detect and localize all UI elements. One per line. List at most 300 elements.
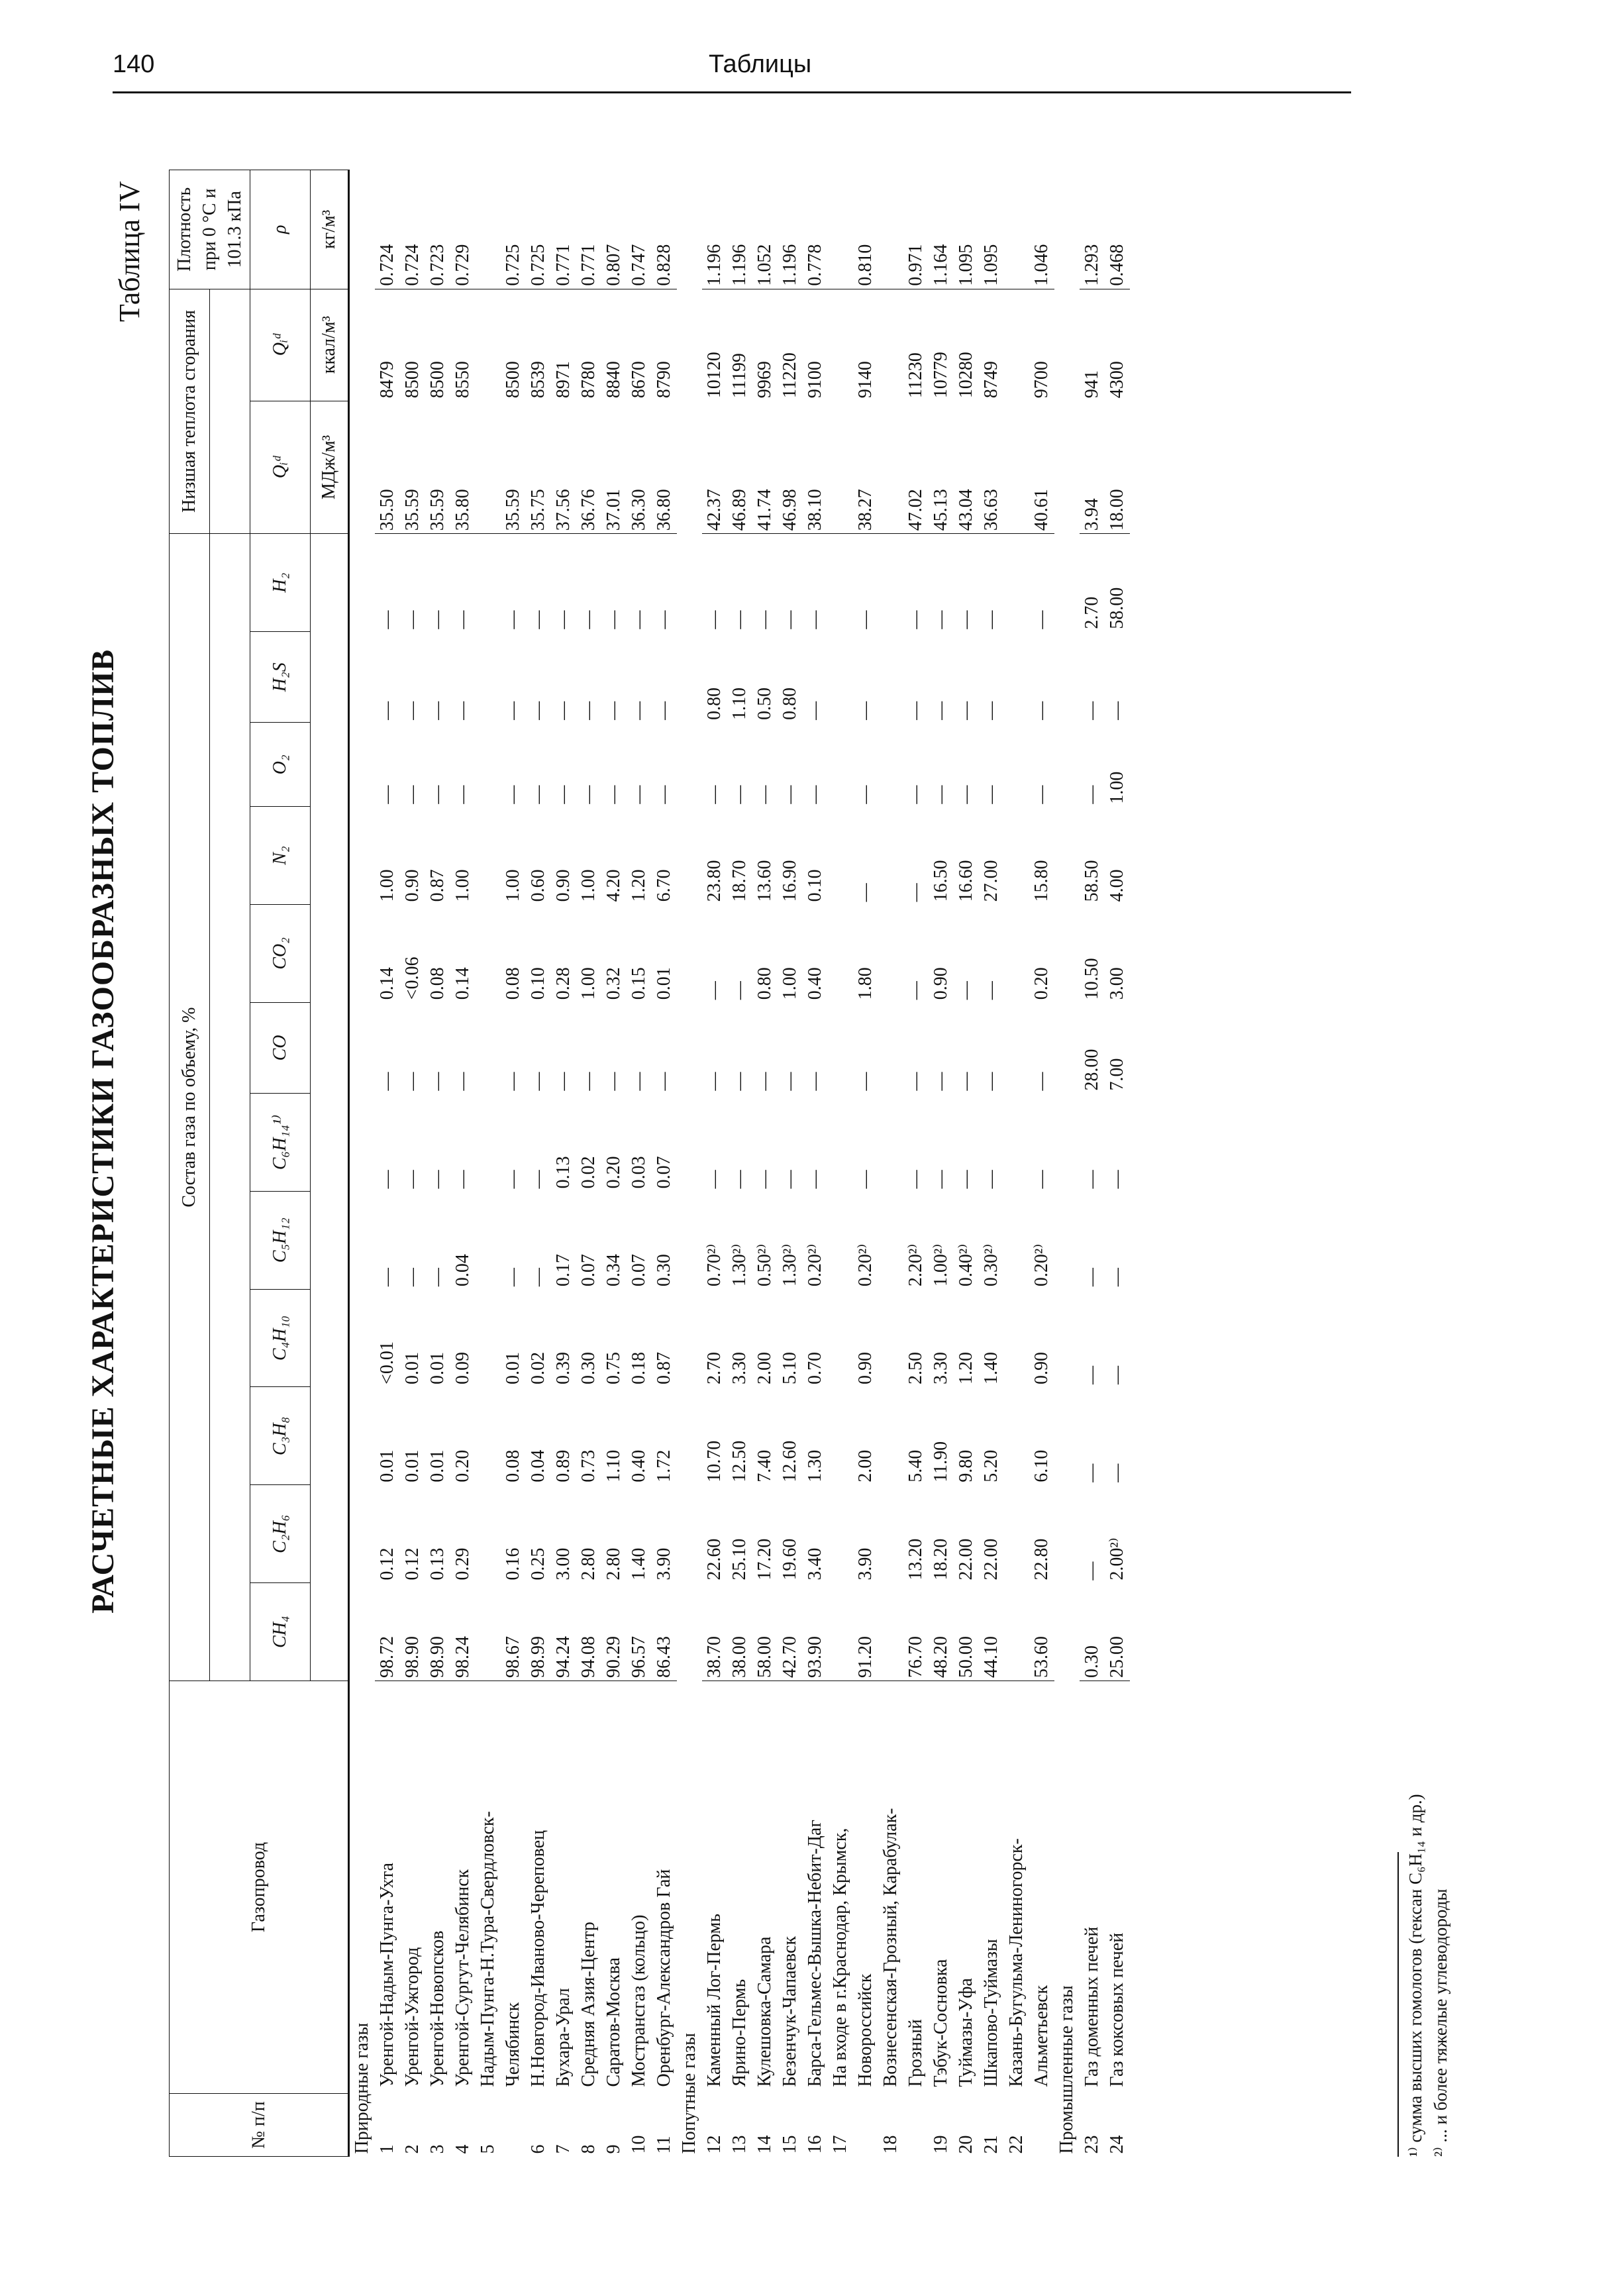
cell-value: 1.196	[727, 170, 752, 289]
cell-value	[476, 170, 501, 289]
table-row	[551, 170, 576, 2157]
cell-value	[476, 401, 501, 534]
cell-value: —	[553, 1072, 574, 1091]
cell-value: —	[1082, 1268, 1102, 1287]
pipeline-name: Кулешовка-Самара	[754, 1936, 775, 2087]
cell-value: 0.18	[629, 1351, 649, 1384]
cell-value	[828, 1002, 853, 1093]
pipeline-name: Безенчук-Чапаевск	[780, 1936, 800, 2087]
table-row	[576, 170, 601, 2157]
cell-value: 58.00	[752, 1583, 778, 1681]
row-number: 7	[553, 2144, 574, 2154]
cell-value: 1.40	[981, 1351, 1001, 1384]
cell-value: 5.10	[780, 1351, 800, 1384]
cell-value: 41.74	[752, 401, 778, 534]
group-row	[349, 170, 376, 2157]
cell-value: 0.971	[903, 170, 929, 289]
cell-value: —	[603, 610, 624, 629]
cell-value: 22.60	[704, 1538, 725, 1580]
col-header-n2: N₂	[250, 807, 311, 905]
cell-value: <0.06	[402, 957, 423, 1000]
col-header-co2: CO₂	[250, 904, 311, 1002]
pipeline-name: Тэбук-Сосновка	[931, 1959, 951, 2087]
col-header-h2: H₂	[250, 534, 311, 632]
cell-value: —	[981, 785, 1001, 804]
cell-value: —	[629, 1072, 649, 1091]
cell-value: —	[805, 1170, 825, 1189]
cell-value: —	[956, 610, 976, 629]
group-filler	[1054, 170, 1080, 1681]
cell-value	[828, 1191, 853, 1289]
cell-value: 50.00	[954, 1583, 979, 1681]
cell-value: 13.20	[905, 1538, 926, 1580]
cell-value: 0.90	[1031, 1351, 1052, 1384]
cell-value: 3.00	[553, 1547, 574, 1580]
pipeline-name: Альметьевск	[1031, 1985, 1052, 2087]
cell-value: —	[603, 785, 624, 804]
cell-value: —	[1082, 1561, 1102, 1580]
col-header-h2s: H₂S	[250, 632, 311, 723]
cell-value: 0.02	[578, 1156, 599, 1189]
cell-value: —	[780, 785, 800, 804]
cell-value: 86.43	[652, 1583, 677, 1681]
cell-value: 0.468	[1105, 170, 1130, 289]
cell-value: 8500	[503, 361, 523, 399]
cell-value: 18.00	[1105, 401, 1130, 534]
cell-value: —	[956, 981, 976, 1000]
cell-value: —	[578, 785, 599, 804]
cell-value: 22.00	[981, 1538, 1001, 1580]
cell-value: 1.00	[578, 869, 599, 902]
pipeline-name: Уренгой-Надым-Пунга-Ухта	[377, 1863, 397, 2087]
cell-value: 2.00	[855, 1449, 876, 1482]
footnote-1: ¹⁾ сумма высших гомологов (гексан C₆H₁₄ и др.)	[1405, 1794, 1425, 2157]
cell-value: 7.00	[1107, 1058, 1127, 1091]
cell-value: —	[402, 701, 423, 720]
cell-value: 1.00	[503, 869, 523, 902]
cell-value: —	[402, 1072, 423, 1091]
cell-value	[1004, 1002, 1029, 1093]
cell-value: 0.771	[551, 170, 576, 289]
pipeline-name: Барса-Гельмес-Вышка-Небит-Даг	[805, 1820, 825, 2087]
cell-value: 0.07	[629, 1254, 649, 1287]
cell-value: 8971	[553, 361, 574, 399]
cell-value	[1004, 1093, 1029, 1191]
group-filler	[677, 170, 702, 1681]
table-row	[627, 170, 652, 2157]
cell-value: 9969	[754, 361, 775, 399]
cell-value: —	[1031, 1170, 1052, 1189]
row-number: 21	[981, 2135, 1001, 2154]
col-header-ch4: CH₄	[250, 1583, 311, 1681]
cell-value: 0.90	[553, 869, 574, 902]
cell-value: —	[553, 701, 574, 720]
cell-value: 93.90	[803, 1583, 828, 1681]
cell-value	[1004, 723, 1029, 807]
cell-value: —	[754, 610, 775, 629]
page-number: 140	[113, 50, 155, 78]
cell-value: 47.02	[903, 401, 929, 534]
cell-value: 0.70²⁾	[704, 1243, 725, 1287]
cell-value: 45.13	[929, 401, 954, 534]
row-number: 17	[830, 2135, 850, 2154]
cell-value: —	[528, 610, 548, 629]
cell-value: 1.196	[702, 170, 727, 289]
cell-value: 0.09	[452, 1351, 473, 1384]
cell-value	[828, 632, 853, 723]
group-row	[1054, 170, 1080, 2157]
cell-value: 1.00	[780, 967, 800, 1000]
cell-value: 10.70	[704, 1440, 725, 1482]
table-title: РАСЧЕТНЫЕ ХАРАКТЕРИСТИКИ ГАЗООБРАЗНЫХ ТОПЛИВ	[85, 648, 121, 1614]
cell-value: —	[956, 1170, 976, 1189]
cell-value: 8780	[578, 361, 599, 399]
cell-value: 3.30	[931, 1351, 951, 1384]
cell-value: —	[528, 1072, 548, 1091]
cell-value	[476, 1387, 501, 1485]
cell-value: 0.10	[805, 869, 825, 902]
col-header-composition: Состав газа по объему, %	[170, 534, 210, 1681]
cell-value: 0.17	[553, 1254, 574, 1287]
row-number	[501, 2093, 526, 2156]
cell-value: 8790	[654, 361, 674, 399]
cell-value	[878, 401, 903, 534]
cell-value: —	[729, 1072, 750, 1091]
cell-value: 4.00	[1107, 869, 1127, 902]
cell-value: 1.052	[752, 170, 778, 289]
cell-value: 1.293	[1080, 170, 1105, 289]
cell-value: —	[905, 785, 926, 804]
col-header-units-spacer	[311, 534, 349, 1681]
cell-value: 1.00	[377, 869, 397, 902]
cell-value: 0.03	[629, 1156, 649, 1189]
cell-value: 35.75	[526, 401, 551, 534]
cell-value: 6.10	[1031, 1449, 1052, 1482]
pipeline-name: Н.Новгород-Иваново-Череповец	[528, 1830, 548, 2087]
cell-value: 1.10	[603, 1449, 624, 1482]
cell-value: 9700	[1031, 361, 1052, 399]
cell-value: 98.72	[375, 1583, 400, 1681]
cell-value: 5.40	[905, 1449, 926, 1482]
cell-value	[828, 1583, 853, 1681]
row-number: 1	[377, 2144, 397, 2154]
col-header-c3h8: C₃H₈	[250, 1387, 311, 1485]
cell-value: 0.07	[654, 1156, 674, 1189]
cell-value	[1004, 1289, 1029, 1387]
table-row	[501, 170, 526, 2157]
cell-value: 1.40	[629, 1547, 649, 1580]
cell-value	[878, 904, 903, 1002]
cell-value: 15.80	[1031, 860, 1052, 902]
cell-value: —	[805, 785, 825, 804]
cell-value: 0.39	[553, 1351, 574, 1384]
cell-value: —	[427, 701, 448, 720]
cell-value: —	[729, 981, 750, 1000]
cell-value: 0.89	[553, 1449, 574, 1482]
cell-value: 38.70	[702, 1583, 727, 1681]
cell-value: —	[629, 610, 649, 629]
cell-value: 0.20²⁾	[855, 1243, 876, 1287]
row-number: 20	[956, 2135, 976, 2154]
cell-value: 0.73	[578, 1449, 599, 1482]
cell-value	[476, 1093, 501, 1191]
cell-value: —	[931, 1170, 951, 1189]
cell-value: —	[654, 701, 674, 720]
cell-value: 94.24	[551, 1583, 576, 1681]
table-row	[652, 170, 677, 2157]
cell-value: 0.50²⁾	[754, 1243, 775, 1287]
footnote-2: ²⁾ ... и более тяжелые углеводороды	[1431, 1888, 1450, 2157]
cell-value: —	[1031, 701, 1052, 720]
table-body	[349, 170, 1131, 2157]
cell-value: 1.80	[855, 967, 876, 1000]
cell-value: —	[553, 610, 574, 629]
cell-value: 0.20	[603, 1156, 624, 1189]
cell-value	[476, 723, 501, 807]
cell-value: 0.828	[652, 170, 677, 289]
cell-value: —	[855, 883, 876, 902]
pipeline-name: Каменный Лог-Пермь	[704, 1914, 725, 2087]
cell-value: 1.095	[979, 170, 1004, 289]
cell-value: 46.89	[727, 401, 752, 534]
cell-value: 3.40	[805, 1547, 825, 1580]
cell-value: 11199	[729, 353, 750, 399]
pipeline-name: Новороссийск	[855, 1973, 876, 2087]
unit-rho: кг/м³	[311, 170, 349, 289]
cell-value: 98.90	[425, 1583, 450, 1681]
cell-value: —	[729, 785, 750, 804]
cell-value: 1.20	[956, 1351, 976, 1384]
cell-value: 13.60	[754, 860, 775, 902]
cell-value: <0.01	[377, 1341, 397, 1384]
cell-value: 28.00	[1082, 1049, 1102, 1091]
pipeline-name: Уренгой-Новопсков	[427, 1930, 448, 2087]
cell-value: 4.20	[603, 869, 624, 902]
cell-value: 8500	[427, 361, 448, 399]
cell-value: 0.14	[377, 967, 397, 1000]
cell-value	[828, 904, 853, 1002]
cell-value: 91.20	[853, 1583, 878, 1681]
row-number: 3	[427, 2144, 448, 2154]
cell-value	[828, 1289, 853, 1387]
cell-value: —	[452, 785, 473, 804]
group-title: Промышленные газы	[1056, 1985, 1077, 2154]
cell-value: —	[805, 701, 825, 720]
cell-value: —	[503, 701, 523, 720]
cell-value: 1.20	[629, 869, 649, 902]
cell-value: —	[905, 981, 926, 1000]
cell-value	[1004, 170, 1029, 289]
cell-value: 1.00	[578, 967, 599, 1000]
cell-value: 96.57	[627, 1583, 652, 1681]
cell-value	[878, 1191, 903, 1289]
pipeline-name: Бухара-Урал	[553, 1988, 574, 2087]
cell-value: 0.10	[528, 967, 548, 1000]
cell-value: —	[905, 1170, 926, 1189]
cell-value	[878, 289, 903, 401]
cell-value: 0.80	[754, 967, 775, 1000]
cell-value	[476, 632, 501, 723]
cell-value: 25.00	[1105, 1583, 1130, 1681]
cell-value: 8500	[402, 361, 423, 399]
table-row	[1105, 170, 1130, 2157]
cell-value: —	[603, 701, 624, 720]
cell-value	[828, 170, 853, 289]
cell-value	[1004, 1583, 1029, 1681]
cell-value: 8749	[981, 361, 1001, 399]
col-header-rho: ρ	[250, 170, 311, 289]
cell-value: 3.30	[729, 1351, 750, 1384]
col-header-c5h12: C₅H₁₂	[250, 1191, 311, 1289]
table-row	[752, 170, 778, 2157]
pipeline-name: На входе в г.Краснодар, Крымск,	[830, 1828, 850, 2087]
cell-value: 8840	[603, 361, 624, 399]
cell-value	[476, 1485, 501, 1583]
cell-value	[1004, 401, 1029, 534]
cell-value: 58.50	[1082, 860, 1102, 902]
cell-value: —	[427, 1268, 448, 1287]
cell-value: 42.37	[702, 401, 727, 534]
cell-value: 8550	[452, 361, 473, 399]
col-header-c6h14: C₆H₁₄¹⁾	[250, 1093, 311, 1191]
row-number: 18	[880, 2135, 901, 2154]
cell-value: —	[528, 1170, 548, 1189]
footnotes	[1397, 302, 1453, 2157]
table-row	[727, 170, 752, 2157]
row-number: 12	[704, 2135, 725, 2154]
cell-value	[828, 289, 853, 401]
cell-value	[476, 534, 501, 632]
row-number: 10	[629, 2135, 649, 2154]
cell-value: 0.20	[452, 1449, 473, 1482]
pipeline-name: Уренгой-Ужгород	[402, 1947, 423, 2087]
cell-value: 8539	[528, 361, 548, 399]
cell-value: —	[1107, 1268, 1127, 1287]
cell-value: —	[754, 1072, 775, 1091]
cell-value: 35.59	[425, 401, 450, 534]
cell-value: —	[1082, 785, 1102, 804]
group-row	[677, 170, 702, 2157]
cell-value: —	[1107, 1170, 1127, 1189]
cell-value: 22.00	[956, 1538, 976, 1580]
cell-value: 0.725	[501, 170, 526, 289]
cell-value: —	[981, 610, 1001, 629]
cell-value: —	[905, 1072, 926, 1091]
cell-value: —	[377, 701, 397, 720]
cell-value: 98.24	[450, 1583, 476, 1681]
cell-value: —	[603, 1072, 624, 1091]
cell-value: 1.095	[954, 170, 979, 289]
cell-value: —	[1107, 701, 1127, 720]
cell-value: 0.01	[503, 1351, 523, 1384]
cell-value: —	[981, 981, 1001, 1000]
cell-value: 36.76	[576, 401, 601, 534]
cell-value: —	[402, 1268, 423, 1287]
cell-value	[878, 1289, 903, 1387]
cell-value: —	[1082, 1365, 1102, 1384]
cell-value: 37.56	[551, 401, 576, 534]
cell-value: —	[402, 785, 423, 804]
cell-value: 0.04	[528, 1449, 548, 1482]
cell-value: —	[654, 785, 674, 804]
cell-value: 90.29	[601, 1583, 627, 1681]
table-row	[1029, 170, 1054, 2157]
cell-value: —	[704, 610, 725, 629]
row-number: 4	[452, 2144, 473, 2154]
cell-value: —	[1082, 1170, 1102, 1189]
table-row	[526, 170, 551, 2157]
table-row	[954, 170, 979, 2157]
cell-value	[828, 1485, 853, 1583]
cell-value: —	[503, 785, 523, 804]
cell-value	[878, 1002, 903, 1093]
row-number: 8	[578, 2144, 599, 2154]
cell-value: 2.00²⁾	[1107, 1537, 1127, 1580]
cell-value: —	[528, 785, 548, 804]
cell-value: —	[452, 1170, 473, 1189]
cell-value: 58.00	[1107, 587, 1127, 629]
cell-value: 2.70	[704, 1351, 725, 1384]
table-row	[878, 170, 903, 2157]
cell-value: —	[855, 1072, 876, 1091]
cell-value: 0.80	[780, 687, 800, 720]
cell-value: 18.70	[729, 860, 750, 902]
cell-value: 1.00	[452, 869, 473, 902]
cell-value: 12.50	[729, 1440, 750, 1482]
cell-value: 44.10	[979, 1583, 1004, 1681]
cell-value: 9100	[805, 361, 825, 399]
pipeline-name: Вознесенская-Грозный, Карабулак-	[880, 1808, 901, 2087]
cell-value	[476, 289, 501, 401]
cell-value: 22.80	[1031, 1538, 1052, 1580]
cell-value: 0.32	[603, 967, 624, 1000]
cell-value: 7.40	[754, 1449, 775, 1482]
cell-value: —	[981, 1072, 1001, 1091]
cell-value: 35.80	[450, 401, 476, 534]
cell-value	[878, 170, 903, 289]
cell-value	[828, 723, 853, 807]
cell-value: 0.50	[754, 687, 775, 720]
col-header-c4h10: C₄H₁₀	[250, 1289, 311, 1387]
cell-value: 35.59	[501, 401, 526, 534]
table-row	[778, 170, 803, 2157]
cell-value: —	[452, 610, 473, 629]
cell-value: —	[503, 1072, 523, 1091]
cell-value	[878, 632, 903, 723]
cell-value: —	[578, 701, 599, 720]
cell-value: 6.70	[654, 869, 674, 902]
table-row	[828, 170, 853, 2157]
cell-value: 10120	[704, 352, 725, 399]
cell-value: 48.20	[929, 1583, 954, 1681]
cell-value	[1004, 632, 1029, 723]
cell-value: 0.01	[654, 967, 674, 1000]
cell-value: 2.00	[754, 1351, 775, 1384]
cell-value: —	[1031, 1072, 1052, 1091]
table-row	[929, 170, 954, 2157]
pipeline-name: Челябинск	[503, 2002, 523, 2087]
pipeline-name: Казань-Бугульма-Лениногорск-	[1006, 1838, 1027, 2087]
row-number: 13	[729, 2135, 750, 2154]
cell-value: —	[956, 701, 976, 720]
cell-value: 36.80	[652, 401, 677, 534]
table-head	[170, 170, 349, 2157]
cell-value: 35.59	[400, 401, 425, 534]
cell-value: 3.90	[654, 1547, 674, 1580]
cell-value: —	[805, 1072, 825, 1091]
cell-value: 0.60	[528, 869, 548, 902]
table-row	[1004, 170, 1029, 2157]
